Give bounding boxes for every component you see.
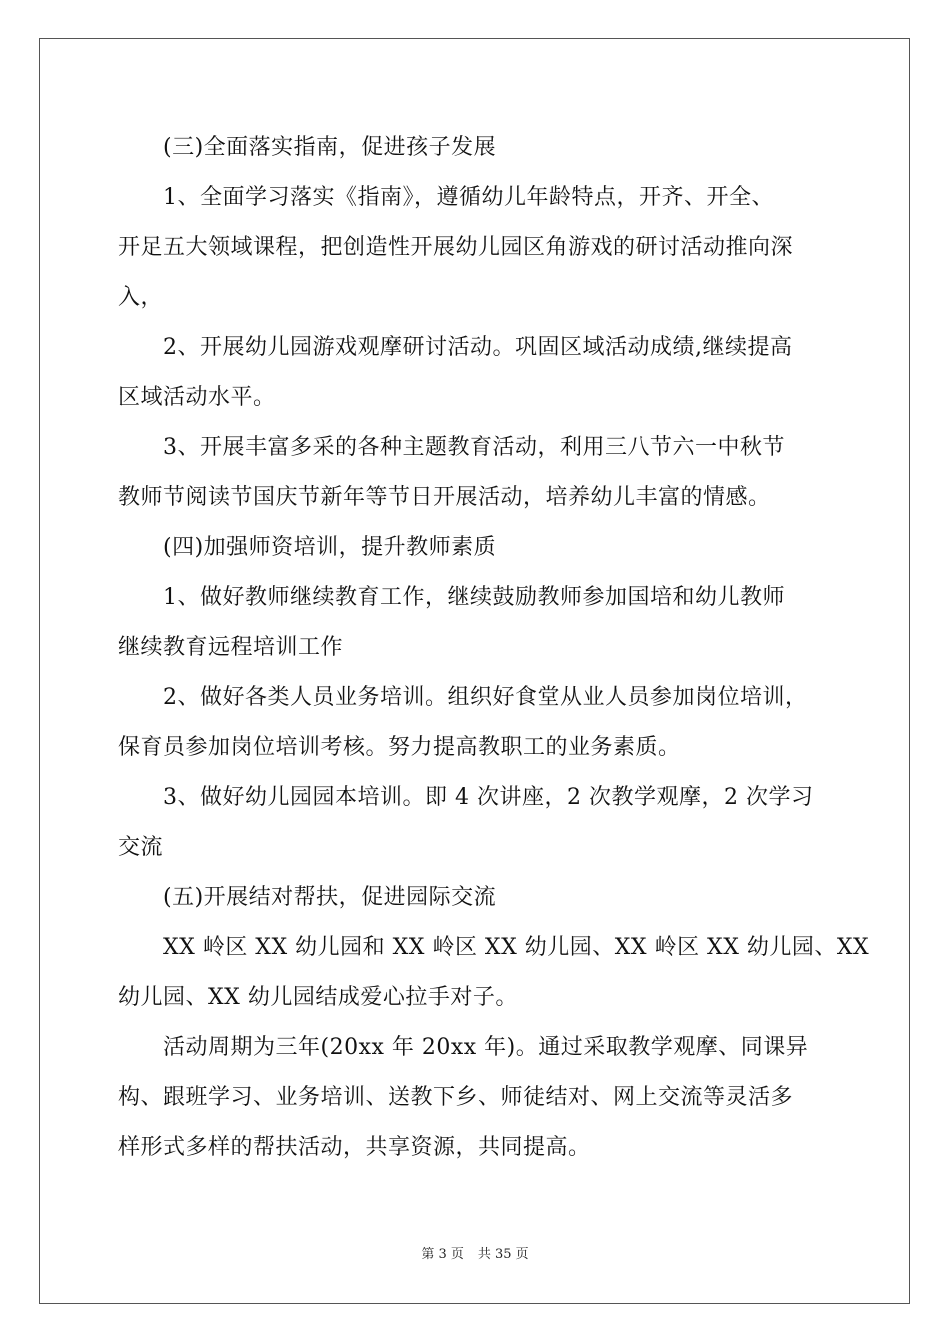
- paragraph-line: 活动周期为三年(20xx 年 20xx 年)。通过采取教学观摩、同课异: [118, 1035, 809, 1060]
- paragraph-line: 交流: [118, 835, 164, 860]
- paragraph-line: 1、做好教师继续教育工作，继续鼓励教师参加国培和幼儿教师: [118, 585, 785, 610]
- paragraph-line: 1、全面学习落实《指南》，遵循幼儿年龄特点，开齐、开全、: [118, 185, 774, 210]
- page-footer: [0, 1247, 950, 1263]
- paragraph-line: 3、开展丰富多采的各种主题教育活动，利用三八节六一中秋节: [118, 435, 785, 460]
- paragraph-line: 开足五大领域课程，把创造性开展幼儿园区角游戏的研讨活动推向深: [118, 235, 794, 260]
- heading-section-3: (三)全面落实指南，促进孩子发展: [118, 135, 497, 160]
- total-pages: 共 35 页: [477, 1247, 529, 1262]
- paragraph-line: 2、做好各类人员业务培训。组织好食堂从业人员参加岗位培训，: [118, 685, 808, 710]
- paragraph-line: 区域活动水平。: [118, 385, 276, 410]
- page-border: [39, 38, 910, 1304]
- paragraph-line: 幼儿园、XX 幼儿园结成爱心拉手对子。: [118, 985, 518, 1010]
- paragraph-line: 样形式多样的帮扶活动，共享资源，共同提高。: [118, 1135, 591, 1160]
- heading-section-5: (五)开展结对帮扶，促进园际交流: [118, 885, 497, 910]
- paragraph-line: XX 岭区 XX 幼儿园和 XX 岭区 XX 幼儿园、XX 岭区 XX 幼儿园、XX: [118, 935, 870, 960]
- heading-section-4: (四)加强师资培训，提升教师素质: [118, 535, 497, 560]
- paragraph-line: 教师节阅读节国庆节新年等节日开展活动，培养幼儿丰富的情感。: [118, 485, 771, 510]
- paragraph-line: 入，: [118, 285, 164, 310]
- paragraph-line: 构、跟班学习、业务培训、送教下乡、师徒结对、网上交流等灵活多: [118, 1085, 794, 1110]
- paragraph-line: 2、开展幼儿园游戏观摩研讨活动。巩固区域活动成绩,继续提高: [118, 335, 793, 360]
- page-number: 第 3 页: [421, 1247, 464, 1262]
- paragraph-line: 3、做好幼儿园园本培训。即 4 次讲座，2 次教学观摩，2 次学习: [118, 785, 814, 810]
- paragraph-line: 继续教育远程培训工作: [118, 635, 344, 660]
- paragraph-line: 保育员参加岗位培训考核。努力提高教职工的业务素质。: [118, 735, 681, 760]
